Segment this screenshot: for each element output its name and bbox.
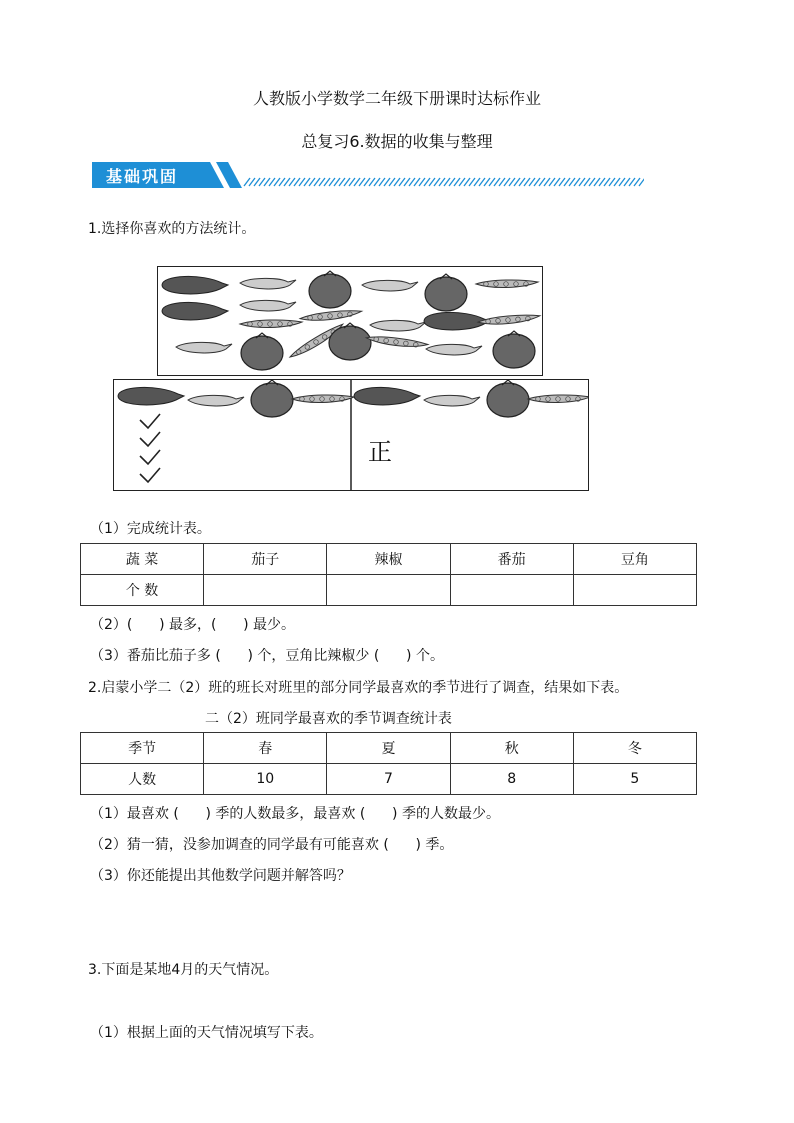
check-mark-icon (140, 468, 160, 482)
pepper-icon (362, 280, 418, 291)
question-2-sub3: （3）你还能提出其他数学问题并解答吗？ (90, 868, 351, 884)
bean-icon (300, 309, 362, 322)
eggplant-icon (162, 276, 228, 294)
tomato-icon (487, 380, 529, 417)
table-cell: 夏 (327, 733, 450, 764)
question-1-sub3: （3）番茄比茄子多 ( ) 个，豆角比辣椒少 ( ) 个。 (90, 648, 444, 664)
pepper-icon (426, 344, 482, 355)
pepper-icon (176, 342, 232, 353)
question-2-sub2: （2）猜一猜，没参加调查的同学最有可能喜欢 ( ) 季。 (90, 837, 454, 853)
table-cell: 番茄 (450, 544, 573, 575)
check-mark-icon (140, 414, 160, 428)
question-2-table-title: 二（2）班同学最喜欢的季节调查统计表 (205, 711, 452, 727)
table-cell: 冬 (573, 733, 696, 764)
table-cell: 7 (327, 764, 450, 795)
table-cell: 5 (573, 764, 696, 795)
tally-panels (114, 380, 588, 490)
check-mark-icon (140, 450, 160, 464)
answer-cell[interactable] (450, 575, 573, 606)
bean-icon (240, 320, 302, 328)
tomato-icon (251, 380, 293, 417)
eggplant-icon (354, 387, 420, 405)
banner-label: 基础巩固 (106, 167, 179, 186)
answer-cell[interactable] (204, 575, 327, 606)
table-header-row (81, 733, 697, 764)
tomato-icon (493, 331, 535, 368)
pepper-icon (240, 300, 296, 311)
table-cell: 蔬 菜 (81, 544, 204, 575)
section-banner (92, 160, 644, 190)
tomato-icon (241, 333, 283, 370)
worksheet-subtitle: 总复习6.数据的收集与整理 (301, 132, 493, 151)
question-3-prompt: 3.下面是某地4月的天气情况。 (88, 962, 279, 978)
vegetable-pile-box (157, 266, 543, 376)
table-cell: 辣椒 (327, 544, 450, 575)
bean-icon (292, 395, 354, 403)
question-1-prompt: 1.选择你喜欢的方法统计。 (88, 221, 256, 237)
pepper-icon (370, 320, 426, 331)
table-cell: 秋 (450, 733, 573, 764)
table-cell: 个 数 (81, 575, 204, 606)
table-row (81, 575, 697, 606)
pepper-icon (188, 395, 244, 406)
pepper-icon (424, 395, 480, 406)
table-cell: 豆角 (573, 544, 696, 575)
answer-cell[interactable] (327, 575, 450, 606)
question-2-prompt: 2.启蒙小学二（2）班的班长对班里的部分同学最喜欢的季节进行了调查，结果如下表。 (88, 680, 629, 696)
bean-icon (528, 395, 588, 403)
table-cell: 春 (204, 733, 327, 764)
table-cell: 季节 (81, 733, 204, 764)
tomato-icon (309, 271, 351, 308)
question-1-sub1: （1）完成统计表。 (90, 521, 211, 537)
tally-box (113, 379, 589, 491)
check-mark-icon (140, 432, 160, 446)
table-cell: 茄子 (204, 544, 327, 575)
worksheet-title: 人教版小学数学二年级下册课时达标作业 (252, 89, 541, 108)
vegetable-count-table (80, 543, 697, 606)
vegetable-pile (158, 267, 542, 375)
bean-icon (476, 280, 538, 288)
eggplant-icon (118, 387, 184, 405)
question-1-sub2: （2）( ) 最多，( ) 最少。 (90, 617, 296, 633)
table-cell: 10 (204, 764, 327, 795)
table-row (81, 764, 697, 795)
eggplant-icon (162, 302, 228, 320)
answer-cell[interactable] (573, 575, 696, 606)
table-cell: 人数 (81, 764, 204, 795)
bean-icon (366, 334, 428, 350)
question-3-sub1: （1）根据上面的天气情况填写下表。 (90, 1025, 323, 1041)
pepper-icon (240, 278, 296, 289)
tally-mark: 正 (368, 438, 392, 466)
table-header-row (81, 544, 697, 575)
table-cell: 8 (450, 764, 573, 795)
bean-icon (478, 314, 540, 326)
question-2-sub1: （1）最喜欢 ( ) 季的人数最多，最喜欢 ( ) 季的人数最少。 (90, 806, 500, 822)
tomato-icon (425, 274, 467, 311)
season-survey-table (80, 732, 697, 795)
